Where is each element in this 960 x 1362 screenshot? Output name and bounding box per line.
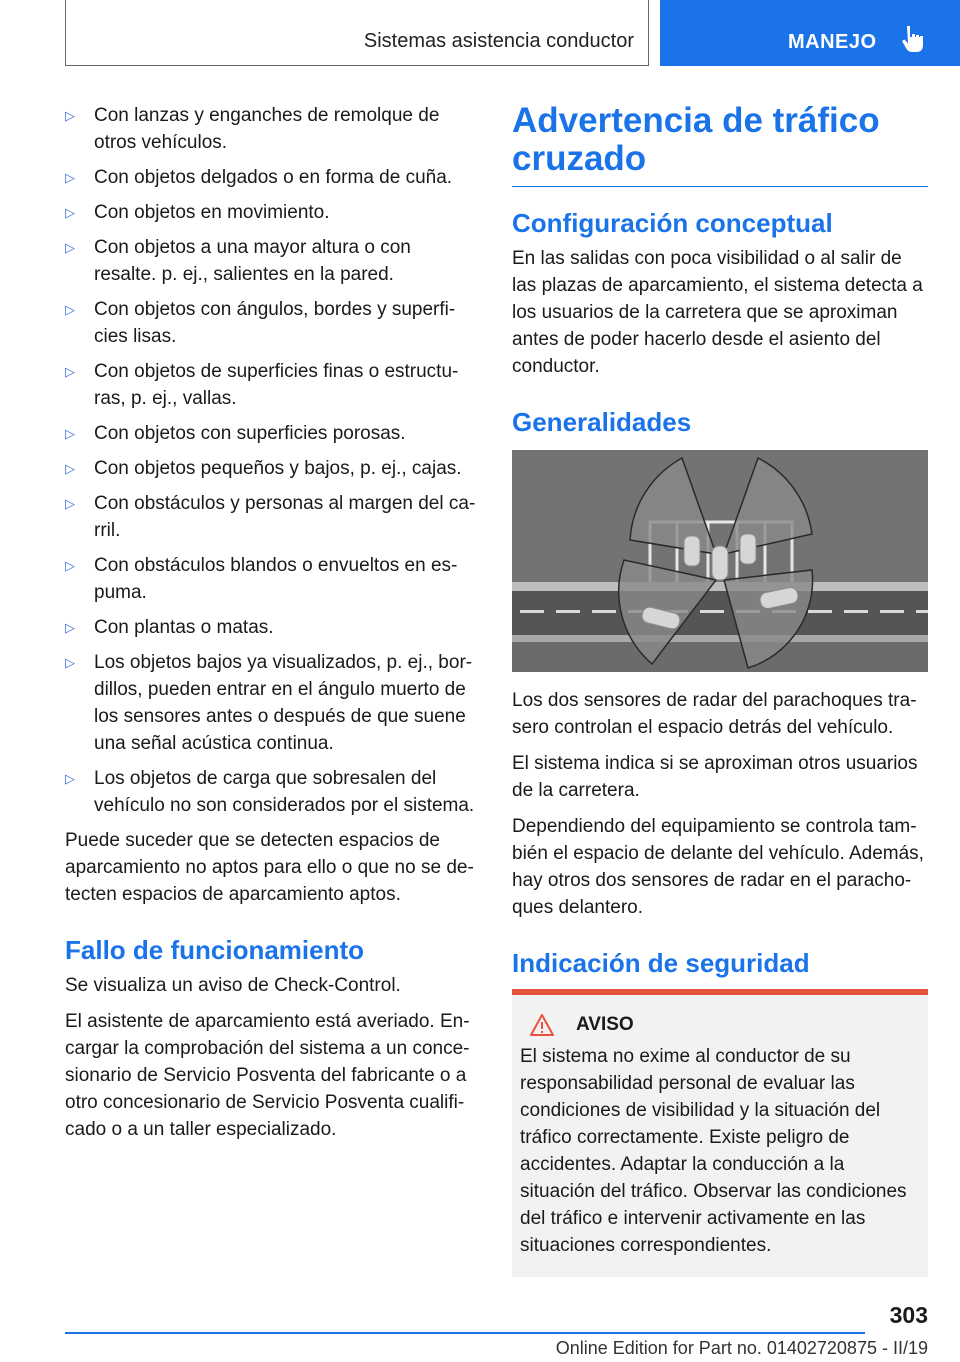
- malfunction-paragraph-1: Se visualiza un aviso de Check-Control.: [65, 975, 401, 996]
- list-item: ▷ Con objetos en movimiento.: [65, 199, 477, 226]
- bullet-triangle-icon: ▷: [65, 655, 75, 670]
- limitation-list: [65, 102, 477, 819]
- list-item: ▷ Con obstáculos y personas al margen del carril.: [65, 490, 477, 544]
- warning-label: AVISO: [576, 1014, 634, 1035]
- bullet-triangle-icon: ▷: [65, 302, 75, 317]
- parking-detection-paragraph: Puede suceder que se detecten espacios de aparcamiento no aptos para ello o que no se detecten espacios de aparcamiento aptos.: [65, 830, 474, 905]
- malfunction-paragraph-2: El asistente de aparcamiento está averiado. Encargar la comprobación del sistema a un concesionario de Servicio Posventa del fabricante o a otro concesionario de Servicio Posventa cualificado o a un taller especializado.: [65, 1011, 470, 1140]
- bullet-triangle-icon: ▷: [65, 461, 75, 476]
- list-item: ▷ Los objetos bajos ya visualizados, p. ej., bordillos, pueden entrar en el ángulo muerto de los sensores antes o después de que suene una señal acústica continua.: [65, 649, 477, 757]
- chapter-title: Advertencia de tráfico cruzado: [512, 102, 928, 187]
- warning-text: El sistema no exime al conductor de su responsabilidad personal de evaluar las condiciones de visibilidad y la situación del tráfico correctamente. Existe peligro de accidentes. Adaptar la conducción a la situación del tráfico. Observar las condiciones del tráfico e intervenir activamente en las situaciones correspondientes.: [520, 1046, 907, 1256]
- warning-triangle-icon: [530, 1013, 554, 1037]
- list-item: ▷ Con objetos delgados o en forma de cuña.: [65, 164, 477, 191]
- list-item: ▷ Los objetos de carga que sobresalen del vehículo no son considerados por el sistema.: [65, 765, 477, 819]
- list-item: ▷ Con plantas o matas.: [65, 614, 477, 641]
- footer-divider: [65, 1332, 865, 1334]
- bullet-triangle-icon: ▷: [65, 170, 75, 185]
- bullet-triangle-icon: ▷: [65, 364, 75, 379]
- right-column: [512, 102, 928, 1277]
- bullet-triangle-icon: ▷: [65, 558, 75, 573]
- cross-traffic-radar-illustration: [512, 450, 928, 672]
- list-item: ▷ Con objetos con superficies porosas.: [65, 420, 477, 447]
- list-item: ▷ Con objetos con ángulos, bordes y superficies lisas.: [65, 296, 477, 350]
- list-item: ▷ Con lanzas y enganches de remolque de otros vehículos.: [65, 102, 477, 156]
- malfunction-heading: Fallo de funcionamiento: [65, 935, 365, 965]
- bullet-triangle-icon: ▷: [65, 771, 75, 786]
- footer-edition: Online Edition for Part no. 01402720875 - II/19: [555, 1338, 928, 1358]
- list-item: ▷ Con objetos pequeños y bajos, p. ej., cajas.: [65, 455, 477, 482]
- pointing-hand-icon: [900, 24, 926, 54]
- header-section-box: [65, 0, 649, 66]
- list-item: ▷ Con obstáculos blandos o envueltos en espuma.: [65, 552, 477, 606]
- list-item: ▷ Con objetos a una mayor altura o con resalte. p. ej., salientes en la pared.: [65, 234, 477, 288]
- bullet-triangle-icon: ▷: [65, 108, 75, 123]
- concept-heading: Configuración conceptual: [512, 208, 833, 238]
- warning-header: [520, 1013, 920, 1037]
- general-paragraph-1: Los dos sensores de radar del parachoques trasero controlan el espacio detrás del vehículo.: [512, 690, 917, 738]
- left-column: [65, 102, 477, 1152]
- header-tab-label: MANEJO: [788, 31, 877, 53]
- general-paragraph-3: Dependiendo del equipamiento se controla también el espacio de delante del vehículo. Además, hay otros dos sensores de radar en el parachoques delantero.: [512, 816, 924, 918]
- general-paragraph-2: El sistema indica si se aproximan otros usuarios de la carretera.: [512, 753, 918, 801]
- warning-box: [512, 989, 928, 1277]
- safety-heading: Indicación de seguridad: [512, 948, 810, 978]
- bullet-triangle-icon: ▷: [65, 426, 75, 441]
- bullet-triangle-icon: ▷: [65, 496, 75, 511]
- concept-paragraph: En las salidas con poca visibilidad o al salir de las plazas de aparcamiento, el sistema detecta a los usuarios de la carretera que se aproximan antes de poder hacerlo desde el asiento del conductor.: [512, 248, 923, 377]
- page-number: 303: [889, 1302, 928, 1328]
- header-section-title: Sistemas asistencia conductor: [363, 30, 634, 52]
- bullet-triangle-icon: ▷: [65, 205, 75, 220]
- header-chapter-tab[interactable]: [660, 0, 960, 66]
- bullet-triangle-icon: ▷: [65, 240, 75, 255]
- list-item: ▷ Con objetos de superficies finas o estructuras, p. ej., vallas.: [65, 358, 477, 412]
- general-heading: Generalidades: [512, 407, 692, 437]
- bullet-triangle-icon: ▷: [65, 620, 75, 635]
